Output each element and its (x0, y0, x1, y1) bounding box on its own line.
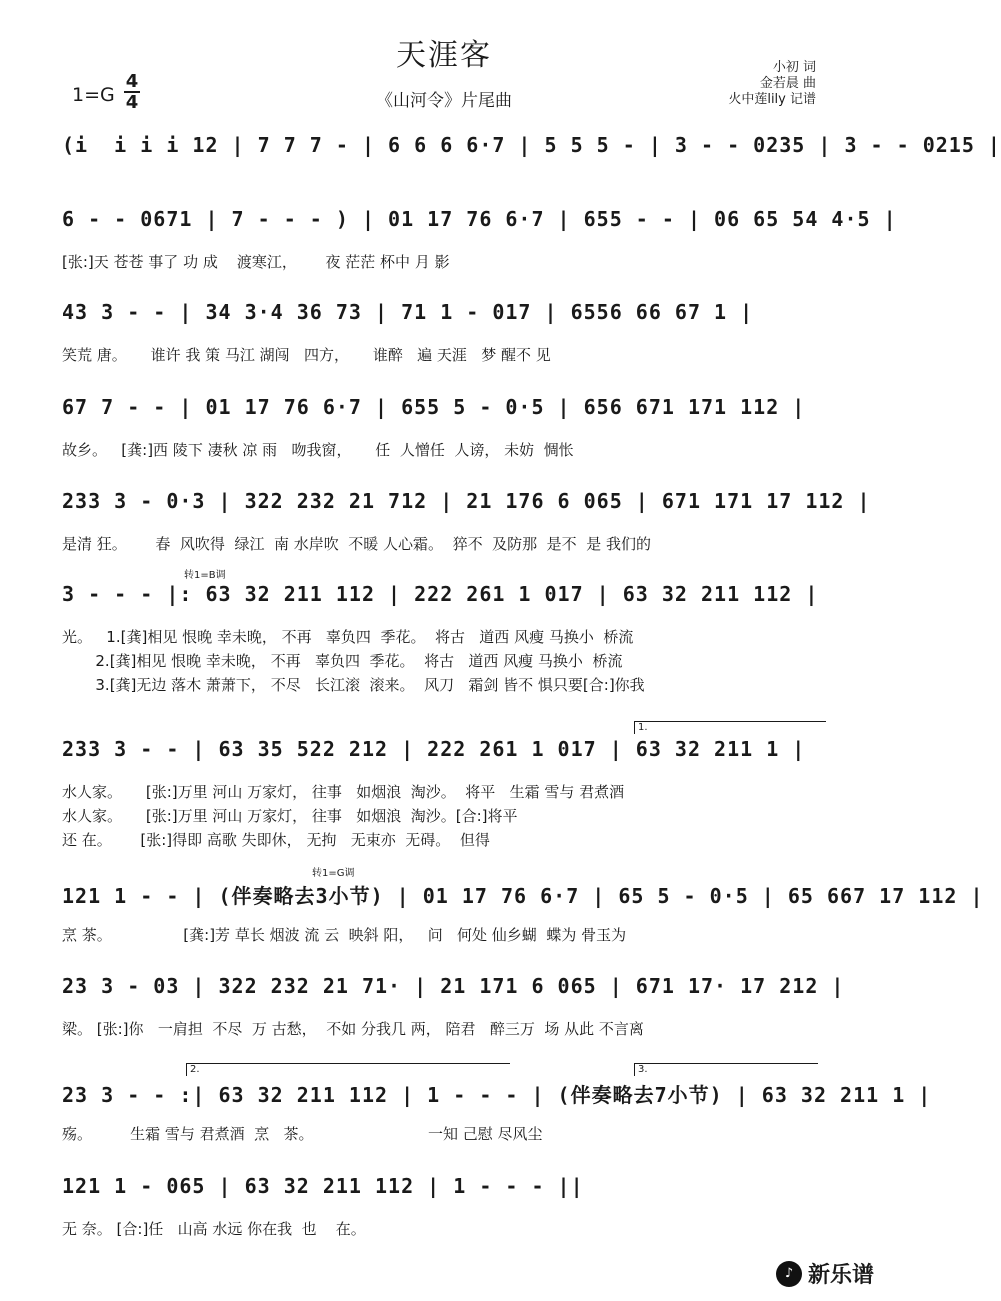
meter-top: 4 (125, 71, 139, 92)
site-logo (776, 1258, 874, 1289)
notation-line: 3 - - - |: 63 32 211 112 | 222 261 1 017 | 63 32 211 112 | (62, 582, 819, 606)
notation-line: 233 3 - 0·3 | 322 232 21 712 | 21 176 6 065 | 671 171 17 112 | (62, 489, 871, 513)
lyric-line: 水人家。 [张:]万里 河山 万家灯， 往事 如烟浪 淘沙。[合:]将平 (62, 807, 518, 825)
key-signature: 1=G (72, 84, 115, 106)
lyric-line: 殇。 生霜 雪与 君煮酒 烹 茶。 一知 己慰 尽风尘 (62, 1125, 543, 1143)
lyric-line: 是清 狂。 春 风吹得 绿江 南 水岸吹 不暖 人心霜。 猝不 及防那 是不 是 我们的 (62, 535, 651, 553)
modulation-mark: 转1=B调 (184, 570, 226, 581)
song-subtitle: 《山河令》片尾曲 (376, 91, 512, 111)
meter-bottom: 4 (125, 92, 139, 113)
notation-line: 43 3 - - | 34 3·4 36 73 | 71 1 - 017 | 6556 66 67 1 | (62, 300, 754, 324)
credits (728, 60, 816, 108)
lyric-line: 水人家。 [张:]万里 河山 万家灯， 往事 如烟浪 淘沙。 将平 生霜 雪与 君煮酒 (62, 783, 625, 801)
transcriber: 火中莲lily 记谱 (728, 92, 816, 107)
logo-text: 新乐谱 (807, 1263, 874, 1288)
notation-line: 233 3 - - | 63 35 522 212 | 222 261 1 017 | 63 32 211 1 | (62, 737, 806, 761)
volta-bracket: 1. (634, 721, 826, 734)
notation-line: 23 3 - - :| 63 32 211 112 | 1 - - - | (伴奏略去7小节) | 63 32 211 1 | (62, 1083, 932, 1107)
notation-line: 67 7 - - | 01 17 76 6·7 | 655 5 - 0·5 | 656 671 171 112 | (62, 395, 806, 419)
lyric-line: 故乡。 [龚:]西 陵下 凄秋 凉 雨 吻我窗， 任 人憎任 人谤， 未妨 惆怅 (62, 441, 574, 459)
lyric-line: 烹 茶。 [龚:]芳 草长 烟波 流 云 映斜 阳， 问 何处 仙乡蝴 蝶为 骨玉为 (62, 926, 627, 944)
time-signature (124, 72, 140, 112)
notation-line: 6 - - 0671 | 7 - - - ) | 01 17 76 6·7 | 655 - - | 06 65 54 4·5 | (62, 207, 897, 231)
volta-bracket: 3. (634, 1063, 818, 1076)
lyric-line: 光。 1.[龚]相见 恨晚 幸未晚， 不再 辜负四 季花。 将古 道西 风瘦 马换小 桥流 (62, 628, 634, 646)
music-disc-icon: ♪ (776, 1261, 802, 1287)
composer: 金若晨 曲 (759, 76, 816, 91)
lyric-line: [张:]天 苍苍 事了 功 成 渡寒江， 夜 茫茫 杯中 月 影 (62, 253, 450, 271)
song-title: 天涯客 (396, 38, 492, 73)
lyric-line: 2.[龚]相见 恨晚 幸未晚， 不再 辜负四 季花。 将古 道西 风瘦 马换小 桥流 (62, 652, 623, 670)
lyric-line: 笑荒 唐。 谁许 我 策 马江 湖闯 四方， 谁醉 遍 天涯 梦 醒不 见 (62, 346, 551, 364)
volta-bracket: 2. (186, 1063, 510, 1076)
lyric-line: 无 奈。 [合:]任 山高 水远 你在我 也 在。 (62, 1220, 366, 1238)
notation-line: (i i i i 12 | 7 7 7 - | 6 6 6 6·7 | 5 5 5 - | 3 - - 0235 | 3 - - 0215 | (62, 133, 1001, 157)
lyricist: 小初 词 (772, 60, 816, 75)
notation-line: 23 3 - 03 | 322 232 21 71· | 21 171 6 065 | 671 17· 17 212 | (62, 974, 845, 998)
lyric-line: 3.[龚]无边 落木 萧萧下， 不尽 长江滚 滚来。 风刀 霜剑 皆不 惧只要[合:]你我 (62, 676, 645, 694)
modulation-mark: 转1=G调 (312, 868, 355, 879)
lyric-line: 还 在。 [张:]得即 高歌 失即休， 无拘 无束亦 无碍。 但得 (62, 831, 490, 849)
notation-line: 121 1 - - | (伴奏略去3小节) | 01 17 76 6·7 | 65 5 - 0·5 | 65 667 17 112 | (62, 884, 984, 908)
notation-line: 121 1 - 065 | 63 32 211 112 | 1 - - - || (62, 1174, 584, 1198)
lyric-line: 梁。 [张:]你 一肩担 不尽 万 古愁， 不如 分我几 两， 陪君 醉三万 场 从此 不言离 (62, 1020, 644, 1038)
